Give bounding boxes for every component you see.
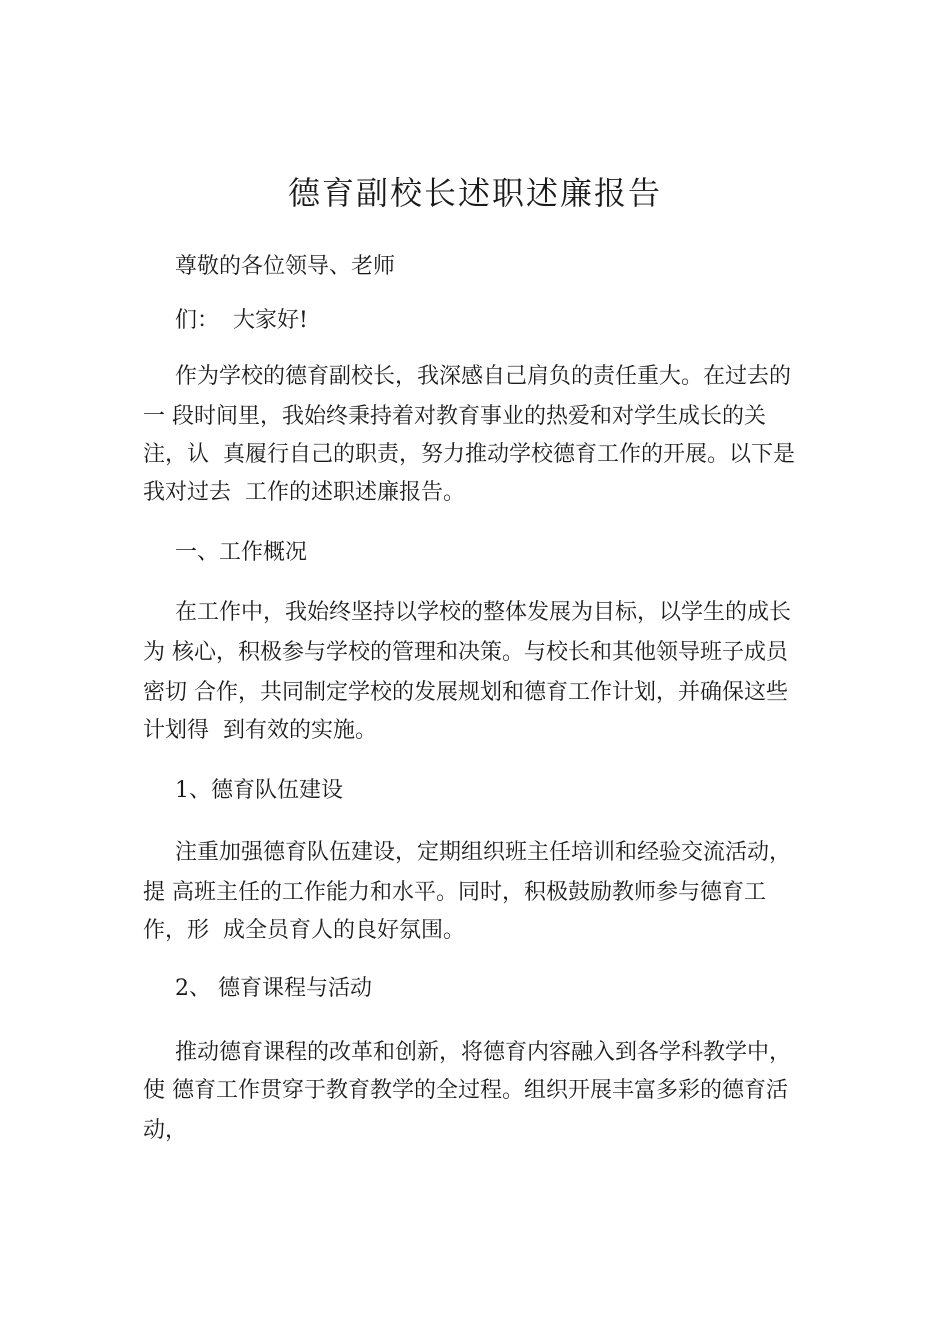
intro-paragraph-line-4: 我对过去 工作的述职述廉报告。 (143, 480, 465, 505)
overview-paragraph-line-3: 密切 合作，共同制定学校的发展规划和德育工作计划，并确保这些 (143, 680, 788, 705)
intro-paragraph-line-3: 注，认 真履行自己的职责，努力推动学校德育工作的开展。以下是 (143, 442, 795, 467)
curriculum-paragraph-line-1: 推动德育课程的改革和创新，将德育内容融入到各学科教学中， (175, 1040, 792, 1065)
team-paragraph-line-3: 作，形 成全员育人的良好氛围。 (143, 918, 465, 943)
curriculum-paragraph-line-2: 使 德育工作贯穿于教育教学的全过程。组织开展丰富多彩的德育活 (143, 1078, 788, 1103)
section-heading-overview: 一、工作概况 (175, 540, 308, 565)
team-paragraph-line-2: 提 高班主任的工作能力和水平。同时，积极鼓励教师参与德育工 (143, 880, 766, 905)
curriculum-paragraph-line-3: 动， (143, 1118, 188, 1143)
intro-paragraph-line-2: 一 段时间里，我始终秉持着对教育事业的热爱和对学生成长的关 (143, 404, 766, 429)
document-title: 德育副校长述职述廉报告 (287, 174, 662, 212)
salutation-line-1: 尊敬的各位领导、老师 (175, 254, 396, 279)
overview-paragraph-line-4: 计划得 到有效的实施。 (143, 718, 377, 743)
overview-paragraph-line-2: 为 核心，积极参与学校的管理和决策。与校长和其他领导班子成员 (143, 640, 788, 665)
overview-paragraph-line-1: 在工作中，我始终坚持以学校的整体发展为目标，以学生的成长 (175, 600, 792, 625)
subheading-curriculum: 2、 德育课程与活动 (175, 976, 372, 1001)
salutation-line-2: 们： 大家好! (175, 308, 308, 333)
subheading-team-building: 1、德育队伍建设 (175, 778, 343, 803)
intro-paragraph-line-1: 作为学校的德育副校长，我深感自己肩负的责任重大。在过去的 (175, 364, 792, 389)
team-paragraph-line-1: 注重加强德育队伍建设，定期组织班主任培训和经验交流活动， (175, 840, 792, 865)
